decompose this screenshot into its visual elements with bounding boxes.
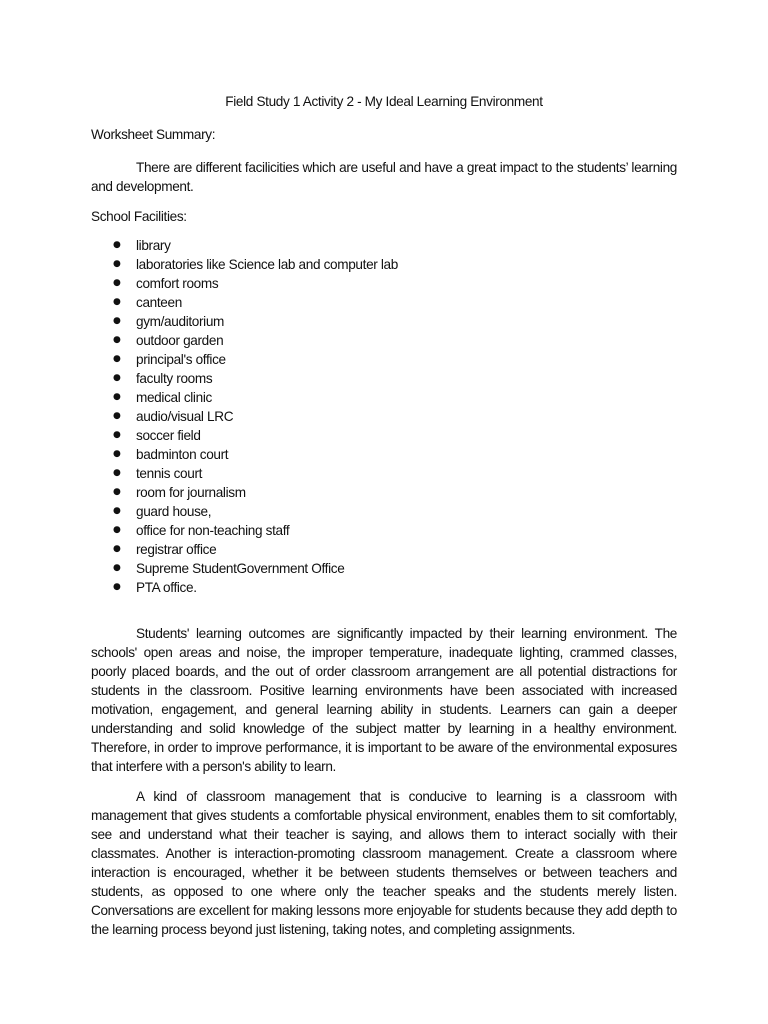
facility-label: tennis court xyxy=(136,466,203,481)
bullet-dot-icon: ● xyxy=(113,335,121,345)
school-facilities-label: School Facilities: xyxy=(91,209,187,224)
facility-label: office for non-teaching staff xyxy=(136,523,290,538)
facility-list-item xyxy=(91,274,677,293)
bullet-dot-icon: ● xyxy=(113,373,121,383)
bullet-dot-icon: ● xyxy=(113,240,121,250)
intro-paragraph: There are different facilicities which are useful and have a great impact to the students’ learning and development. xyxy=(91,160,677,194)
facility-label: room for journalism xyxy=(136,485,246,500)
facility-label: soccer field xyxy=(136,428,201,443)
bullet-dot-icon: ● xyxy=(113,506,121,516)
facility-list-item xyxy=(91,445,677,464)
facility-list-item xyxy=(91,350,677,369)
facility-label: principal's office xyxy=(136,352,226,367)
bullet-dot-icon: ● xyxy=(113,354,121,364)
facility-label: audio/visual LRC xyxy=(136,409,234,424)
bullet-dot-icon: ● xyxy=(113,259,121,269)
facility-list-item xyxy=(91,236,677,255)
section-spacer xyxy=(91,597,677,624)
facility-list-item xyxy=(91,312,677,331)
facility-list-item xyxy=(91,426,677,445)
bullet-dot-icon: ● xyxy=(113,392,121,402)
facility-label: faculty rooms xyxy=(136,371,213,386)
paragraph-learning-outcomes: Students' learning outcomes are significantly impacted by their learning environment. The schools' open areas and noise, the improper temperature, inadequate lighting, crammed classes, poorly placed boards, and the out of order classroom arrangement are all potential distractions for students in the classroom. Positive learning environments have been associated with increased motivation, engagement, and general learning ability in students. Learners can gain a deeper understanding and solid knowledge of the subject matter by learning in a healthy environment. Therefore, in order to improve performance, it is important to be aware of the environmental exposures that interfere with a person's ability to learn. xyxy=(91,626,677,774)
facility-list-item xyxy=(91,331,677,350)
bullet-dot-icon: ● xyxy=(113,316,121,326)
paragraph-classroom-management: A kind of classroom management that is conducive to learning is a classroom with management that gives students a comfortable physical environment, enables them to sit comfortably, see and understand what their teacher is saying, and allows them to interact socially with their classmates. Another is interaction-promoting classroom management. Create a classroom where interaction is encouraged, whether it be between students themselves or between teachers and students, as opposed to one where only the teacher speaks and the students merely listen. Conversations are excellent for making lessons more enjoyable for students because they add depth to the learning process beyond just listening, taking notes, and completing assignments. xyxy=(91,789,677,937)
bullet-dot-icon: ● xyxy=(113,449,121,459)
facility-list-item xyxy=(91,540,677,559)
bullet-dot-icon: ● xyxy=(113,430,121,440)
facility-label: gym/auditorium xyxy=(136,314,225,329)
facility-list-item xyxy=(91,255,677,274)
bullet-dot-icon: ● xyxy=(113,468,121,478)
facility-label: PTA office. xyxy=(136,580,197,595)
bullet-dot-icon: ● xyxy=(113,582,121,592)
bullet-dot-icon: ● xyxy=(113,411,121,421)
bullet-dot-icon: ● xyxy=(113,487,121,497)
facility-label: laboratories like Science lab and computer lab xyxy=(136,257,398,272)
facility-label: badminton court xyxy=(136,447,229,462)
facility-label: comfort rooms xyxy=(136,276,219,291)
facility-label: canteen xyxy=(136,295,182,310)
facility-label: registrar office xyxy=(136,542,217,557)
facility-list-item xyxy=(91,521,677,540)
document-body xyxy=(91,92,677,950)
facility-list-item xyxy=(91,483,677,502)
facility-list-item xyxy=(91,464,677,483)
bullet-dot-icon: ● xyxy=(113,525,121,535)
bullet-dot-icon: ● xyxy=(113,563,121,573)
facility-label: guard house, xyxy=(136,504,212,519)
facility-label: Supreme StudentGovernment Office xyxy=(136,561,345,576)
document-title: Field Study 1 Activity 2 - My Ideal Learning Environment xyxy=(225,94,543,109)
facility-list-item xyxy=(91,388,677,407)
bullet-dot-icon: ● xyxy=(113,278,121,288)
facility-list-item xyxy=(91,369,677,388)
bullet-dot-icon: ● xyxy=(113,544,121,554)
facility-label: library xyxy=(136,238,171,253)
facilities-list xyxy=(91,236,677,597)
facility-list-item xyxy=(91,407,677,426)
facility-list-item xyxy=(91,293,677,312)
facility-label: outdoor garden xyxy=(136,333,224,348)
facility-list-item xyxy=(91,559,677,578)
facility-list-item xyxy=(91,578,677,597)
facility-label: medical clinic xyxy=(136,390,212,405)
worksheet-summary-label: Worksheet Summary: xyxy=(91,127,216,142)
bullet-dot-icon: ● xyxy=(113,297,121,307)
facility-list-item xyxy=(91,502,677,521)
